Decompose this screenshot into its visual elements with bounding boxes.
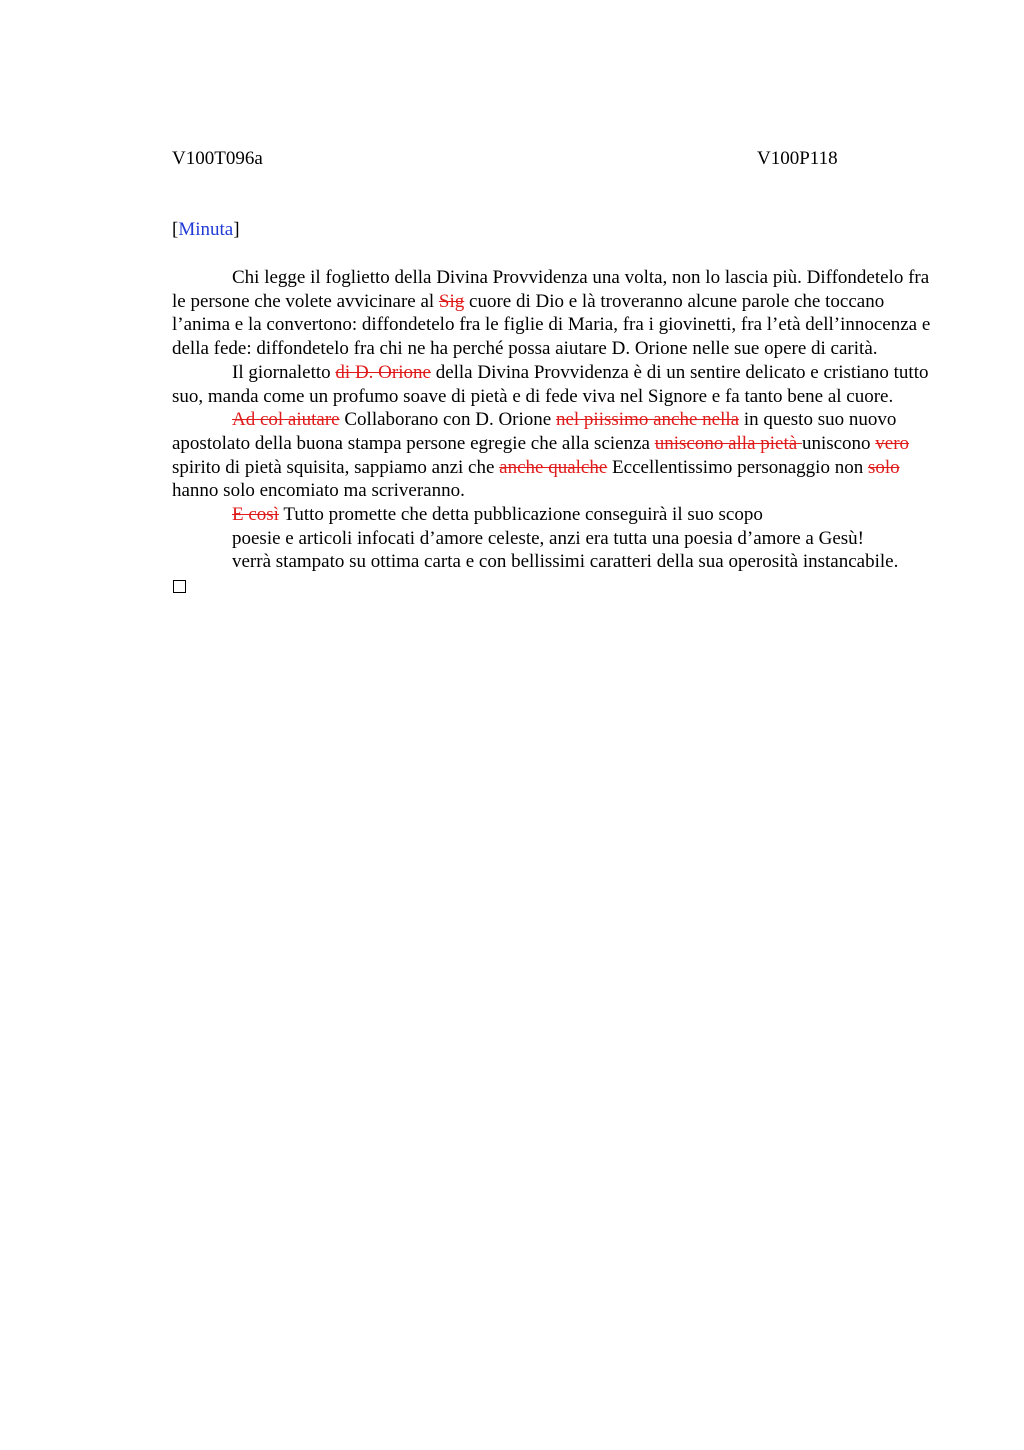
paragraph-6 [172,550,932,574]
text-run: verrà stampato su ottima carta e con bellissimi caratteri della sua operosità instancabile. [232,551,899,573]
label-close-bracket: ] [233,219,240,240]
text-run: Collaborano con D. Orione [339,409,556,431]
text-run: poesie e articoli infocati d’amore celeste, anzi era tutta una poesia d’amore a Gesù! [232,527,864,549]
paragraph-1 [172,266,932,361]
minuta-label [172,219,240,241]
document-code-right: V100P118 [757,148,838,169]
paragraph-3 [172,408,932,503]
text-run: uniscono [801,432,876,454]
text-run: Tutto promette che detta pubblicazione conseguirà il suo scopo [278,504,763,526]
deleted-text: di D. Orione [335,361,431,383]
end-marker-box-icon [173,580,186,593]
deleted-text: Sig [438,290,465,312]
label-open-bracket: [ [172,219,179,240]
text-run: spirito di pietà squisita, sappiamo anzi che [172,456,500,478]
text-run: Chi legge il foglietto della Divina Provvidenza una volta, non lo lascia più. Diffondetelo fra le persone che volete avvicinare al [172,267,930,312]
paragraph-4 [172,503,932,527]
text-run: della Divina Provvidenza è di un sentire delicato e cristiano tutto suo, manda come un profumo soave di pietà e di fede viva nel Signore e fa tanto bene al cuore. [172,361,929,407]
document-code-left: V100T096a [172,148,263,169]
deleted-text: solo [867,456,900,478]
text-run: hanno solo encomiato ma scriveranno. [172,480,465,502]
deleted-text: uniscono alla pietà [654,432,802,454]
deleted-text: E così [232,504,279,526]
text-run: Eccellentissimo personaggio non [607,456,868,478]
deleted-text: nel piissimo anche nella [555,409,740,431]
paragraph-5 [172,527,932,551]
deleted-text: vero [875,432,910,454]
paragraph-2 [172,361,932,408]
text-run: cuore di Dio e là troveranno alcune parole che toccano l’anima e la convertono: diffondetelo fra le figlie di Maria, fra i giovinetti, fra l’età dell’innocenza e della fede: diffondetelo fra chi ne ha perché possa aiutare D. Orione nelle sue opere di carità. [172,290,931,360]
deleted-text: Ad col aiutare [232,409,340,431]
label-text: Minuta [178,219,234,240]
deleted-text: anche qualche [499,456,608,478]
text-run: Il giornaletto [232,361,336,383]
text-run: in questo suo nuovo apostolato della buona stampa persone egregie che alla scienza [172,409,897,454]
document-body [172,266,932,593]
